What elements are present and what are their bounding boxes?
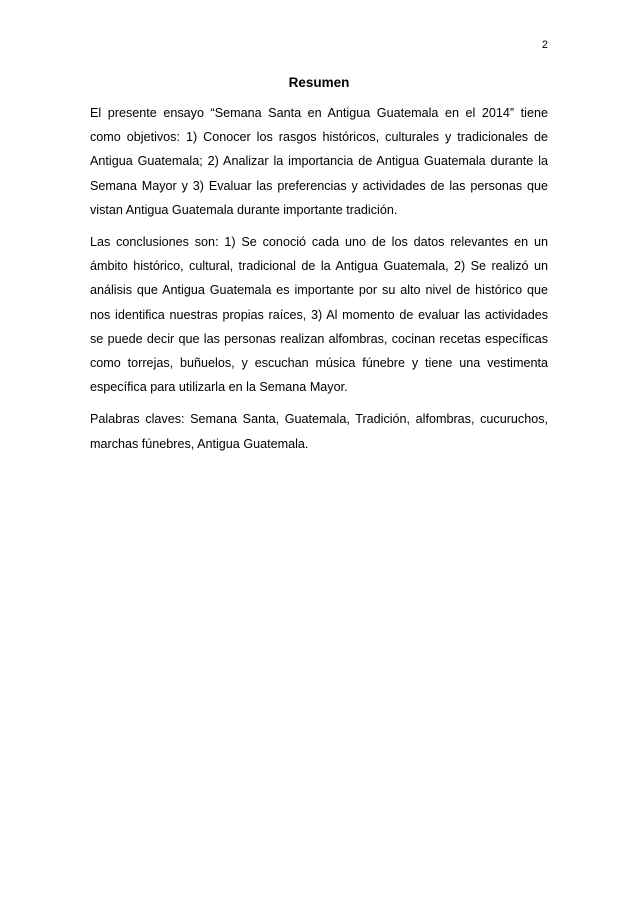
abstract-paragraph-conclusions: Las conclusiones son: 1) Se conoció cada uno de los datos relevantes en un ámbito histórico, cultural, tradicional de la Antigua Guatemala, 2) Se realizó un análisis que Antigua Guatemala es importante por su alto nivel de histórico que nos identifica nuestras propias raíces, 3) Al momento de evaluar las actividades se puede decir que las personas realizan alfombras, cocinan recetas específicas como torrejas, buñuelos, y escuchan música fúnebre y tiene una vestimenta específica para utilizarla en la Semana Mayor. <box>90 235 548 395</box>
abstract-body <box>90 101 548 464</box>
page-number: 2 <box>541 39 548 51</box>
abstract-paragraph-keywords: Palabras claves: Semana Santa, Guatemala, Tradición, alfombras, cucuruchos, marchas fúnebres, Antigua Guatemala. <box>90 412 548 451</box>
abstract-paragraph-objectives: El presente ensayo “Semana Santa en Antigua Guatemala en el 2014” tiene como objetivos: 1) Conocer los rasgos históricos, culturales y tradicionales de Antigua Guatemala; 2) Analizar la importancia de Antigua Guatemala durante la Semana Mayor y 3) Evaluar las preferencias y actividades de las personas que vistan Antigua Guatemala durante importante tradición. <box>90 106 548 217</box>
page-title: Resumen <box>288 75 350 90</box>
